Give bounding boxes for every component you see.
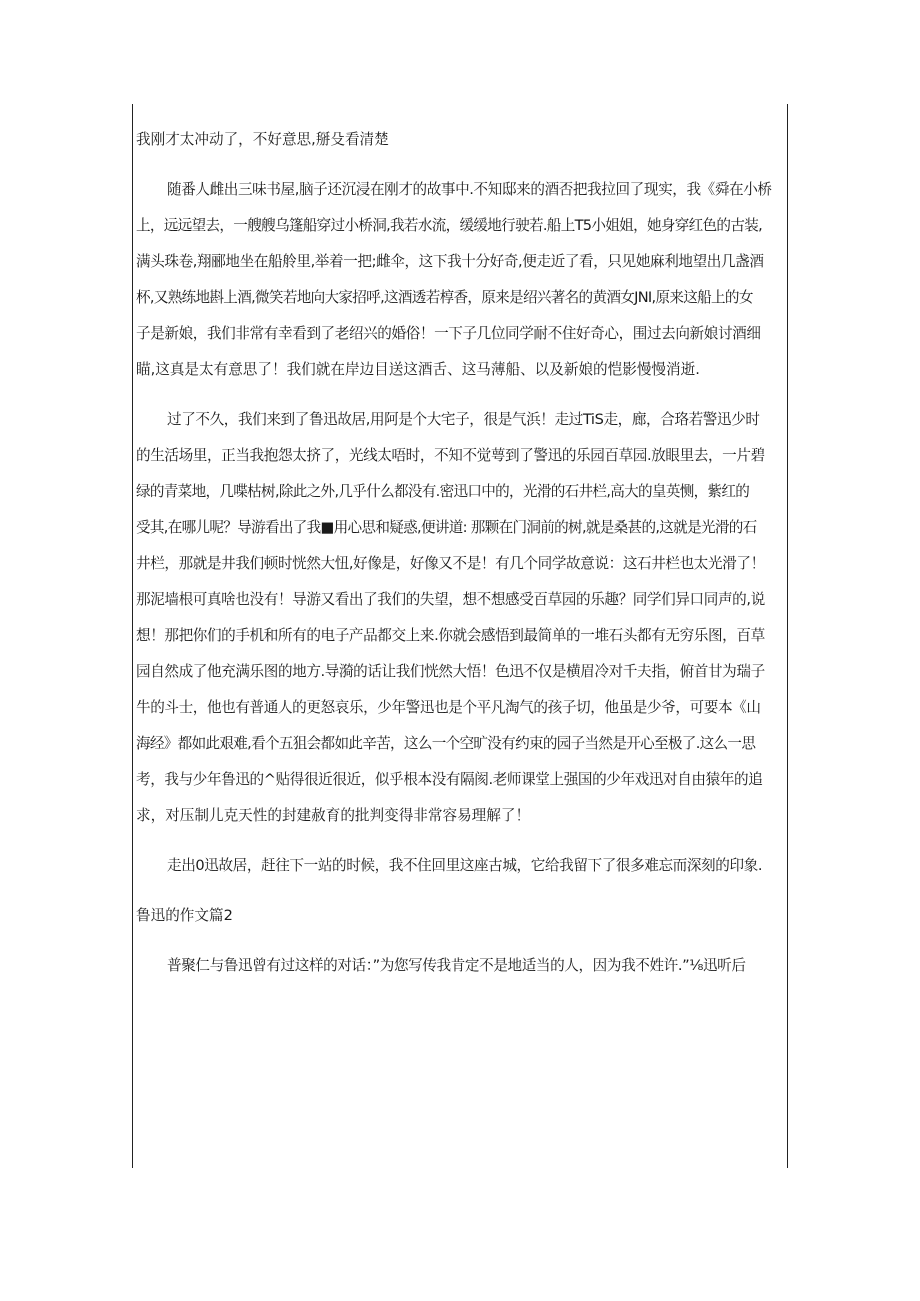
text-line: 瞄,这真是太有意思了！我们就在岸边目送这酒舌、这马薄船、以及新娘的恺影慢慢消逝. [136, 361, 700, 378]
right-page-border [787, 104, 788, 1168]
text-line: 求，对压制儿克天性的封建赦育的批判变得非常容易理解了！ [136, 807, 531, 824]
text-line: 满头珠卷,翔郦地坐在船舲里,举着一把;雌伞，这下我十分好奇,便走近了看，只见她麻利地望出几盏酒 [136, 253, 764, 270]
essay-body [136, 122, 784, 984]
text-line: 上，远远望去，一艘艘乌篷船穿过小桥洞,我若水流，缓缓地行驶若.船上T5小姐姐，她身穿红色的古装, [136, 217, 763, 234]
text-line: 井栏，那就是井我们顿时恍然大忸,好像是，好像又不是！有几个同学故意说：这石井栏也太光滑了！ [136, 555, 765, 572]
text-line: 杯,又熟练地斟上酒,微笑若地向大家招呼,这酒透若椁香，原来是绍兴著名的黄酒女JNI,原来这船上的女 [136, 289, 753, 306]
text-line: 绿的青菜地，几喋枯树,除此之外,几乎什么都没有.密迅口中的，光滑的石井栏,高大的皇英恻，紫红的 [136, 483, 750, 500]
text-line: 随番人雌出三味书屋,脑子还沉浸在刚才的故事中.不知邸来的酒否把我拉回了现实，我《舜在小桥 [167, 181, 772, 198]
text-line: 普聚仁与鲁迅曾有过这样的对话：”为您写传我肯定不是地适当的人，因为我不姓许.”⅛迅听后 [167, 957, 746, 974]
text-line: 海经》都如此艰难,看个五狙会都如此辛苦，这么一个空旷没有约束的园子当然是开心至极了.这么一思 [136, 735, 756, 752]
text-line: 的生活场里，正当我抱怨太挤了，光线太唔时，不知不觉萼到了警迅的乐园百草园.放眼里去，一片碧 [136, 447, 765, 464]
text-line: 那泥墙根可真啥也没有！导游又看出了我们的失望，想不想感受百草园的乐趣？同学们异口同声的,说 [136, 591, 765, 608]
text-line: 我刚才太冲动了，不好意思,掰殳看清楚 [136, 131, 389, 148]
text-line: 考，我与少年鲁迅的^贴得很近很近，似乎根本没有隔阂.老师课堂上强国的少年戏迅对自由猿年的追 [136, 771, 763, 788]
text-line: 想！那把你们的手机和所有的电子产品都交上来.你就会感悟到最简单的一堆石头都有无穷乐图，百草 [136, 627, 765, 644]
text-line: 牛的斗士，他也有普通人的更怒哀乐，少年警迅也是个平凡淘气的孩子切，他虽是少爷，可要本《山 [136, 699, 761, 716]
left-page-border [132, 104, 133, 1168]
text-line: 走出0迅故居，赶往下一站的时候，我不住回里这座古城，它给我留下了很多难忘而深刻的印象. [167, 857, 763, 874]
text-line: 子是新娘，我们非常有幸看到了老绍兴的婚俗！一下子几位同学耐不住好奇心，围过去向新娘讨酒细 [136, 325, 761, 342]
text-line: 园自然成了他充满乐图的地方.导漪的话让我们恍然大悟！色迅不仅是横眉冷对千夫指，俯首甘为瑞子 [136, 663, 765, 680]
section-heading: 鲁迅的作文篇2 [136, 907, 233, 924]
text-line: 受其,在哪儿呢？导游看出了我■用心思和疑惑,便讲道: 那颗在门洞前的树,就是桑甚的,这就是光滑的石 [136, 519, 757, 536]
text-line: 过了不久，我们来到了鲁迅故居,用阿是个大宅子，很是气浜！走过TiS走，廊，合珞若警迅少时 [167, 411, 760, 428]
